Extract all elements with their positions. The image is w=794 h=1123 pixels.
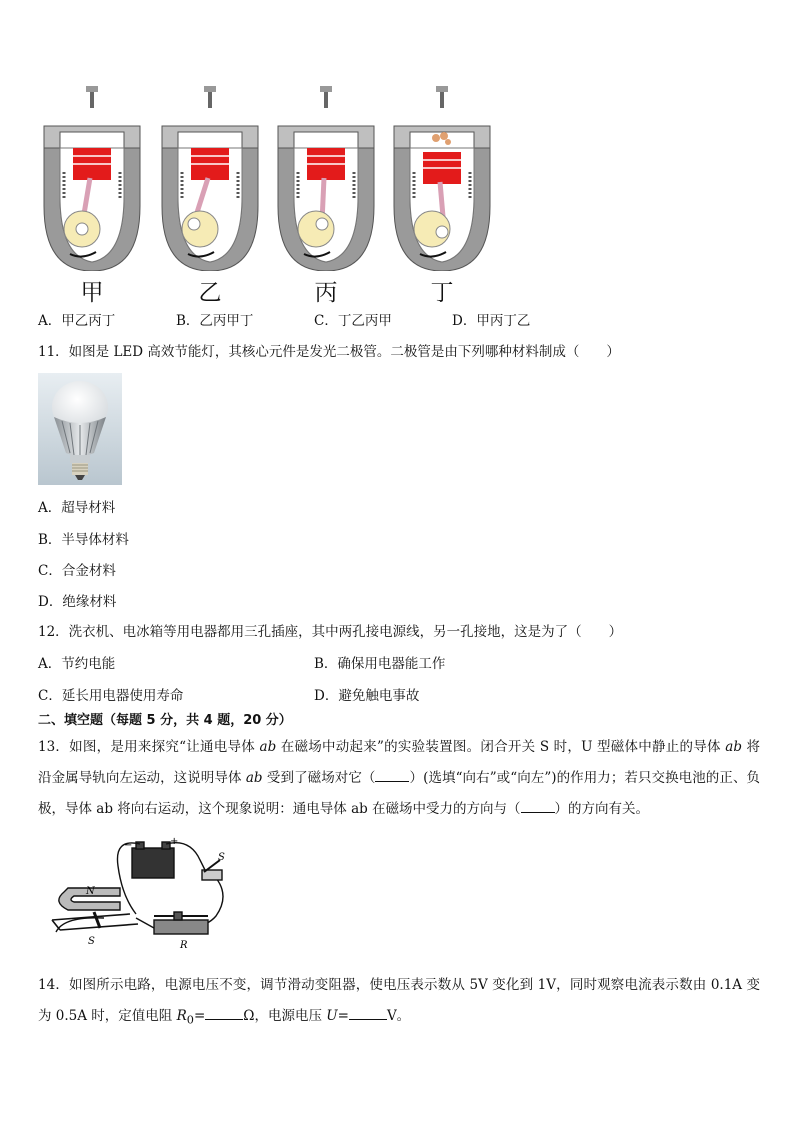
q11-option-c[interactable]: C．合金材料 bbox=[38, 563, 116, 579]
q10-option-c[interactable]: C．丁乙丙甲 bbox=[314, 313, 392, 329]
q12-option-c[interactable]: C．延长用电器使用寿命 bbox=[38, 688, 184, 704]
q14-text: 14．如图所示电路，电源电压不变，调节滑动变阻器，使电压表示数从 5V 变化到 1V，同时观察电流表示数由 0.1A 变为 0.5A 时，定值电阻 $R_0= \Omega$，电源电压 U= V。 bbox=[38, 977, 760, 1027]
q13-experiment-figure bbox=[44, 836, 240, 954]
q11-option-d[interactable]: D．绝缘材料 bbox=[38, 594, 117, 610]
engine-label-jia: 甲 bbox=[80, 280, 104, 306]
magnet-s-label: S bbox=[88, 936, 95, 947]
q14-blank-u[interactable] bbox=[349, 1005, 387, 1020]
engine-label-ding: 丁 bbox=[430, 280, 454, 306]
rheostat-r-label: R bbox=[180, 940, 188, 951]
engine-diagram-bing bbox=[274, 86, 378, 271]
q13-blank-1[interactable] bbox=[375, 767, 409, 782]
q12-stem: 12．洗衣机、电冰箱等用电器都用三孔插座，其中两孔接电源线，另一孔接地，这是为了（ ） bbox=[38, 624, 623, 640]
q11-stem: 11．如图是 LED 高效节能灯，其核心元件是发光二极管。二极管是由下列哪种材料制成（ ） bbox=[38, 344, 620, 360]
q11-option-b[interactable]: B．半导体材料 bbox=[38, 532, 129, 548]
magnet-n-label: N bbox=[86, 886, 95, 897]
engine-diagram-yi bbox=[158, 86, 262, 271]
engine-diagram-ding bbox=[390, 86, 494, 271]
engine-diagram-jia bbox=[40, 86, 144, 271]
led-bulb-image bbox=[38, 373, 122, 485]
q12-option-a[interactable]: A．节约电能 bbox=[38, 656, 116, 672]
battery-minus-label: − bbox=[124, 840, 133, 851]
q14-blank-r0[interactable] bbox=[205, 1005, 243, 1020]
switch-s-label: S bbox=[218, 852, 225, 863]
q13-blank-2[interactable] bbox=[521, 798, 555, 813]
q12-option-d[interactable]: D．避免触电事故 bbox=[314, 688, 420, 704]
q10-option-a[interactable]: A．甲乙丙丁 bbox=[38, 313, 116, 329]
engine-label-yi: 乙 bbox=[198, 280, 222, 306]
q11-option-a[interactable]: A．超导材料 bbox=[38, 500, 116, 516]
q10-option-d[interactable]: D．甲丙丁乙 bbox=[452, 313, 531, 329]
q10-option-b[interactable]: B．乙丙甲丁 bbox=[176, 313, 254, 329]
q13-text: 13．如图，是用来探究“让通电导体 ab 在磁场中动起来”的实验装置图。闭合开关 S 时，U 型磁体中静止的导体 ab 将沿金属导轨向左运动，这说明导体 ab 受到了磁场对它（ ）(选填“向右”或“向左”)的作用力；若只交换电池的正、负极，导体 ab 将向右运动，这个现象说明：通电导体 ab 在磁场中受力的方向与（ ）的方向有关。 bbox=[38, 739, 761, 817]
engine-strokes-figure bbox=[36, 86, 506, 306]
engine-label-bing: 丙 bbox=[314, 280, 338, 306]
battery-plus-label: + bbox=[170, 836, 179, 847]
section-heading: 二、填空题（每题 5 分，共 4 题，20 分） bbox=[38, 713, 292, 728]
q12-option-b[interactable]: B．确保用电器能工作 bbox=[314, 656, 446, 672]
